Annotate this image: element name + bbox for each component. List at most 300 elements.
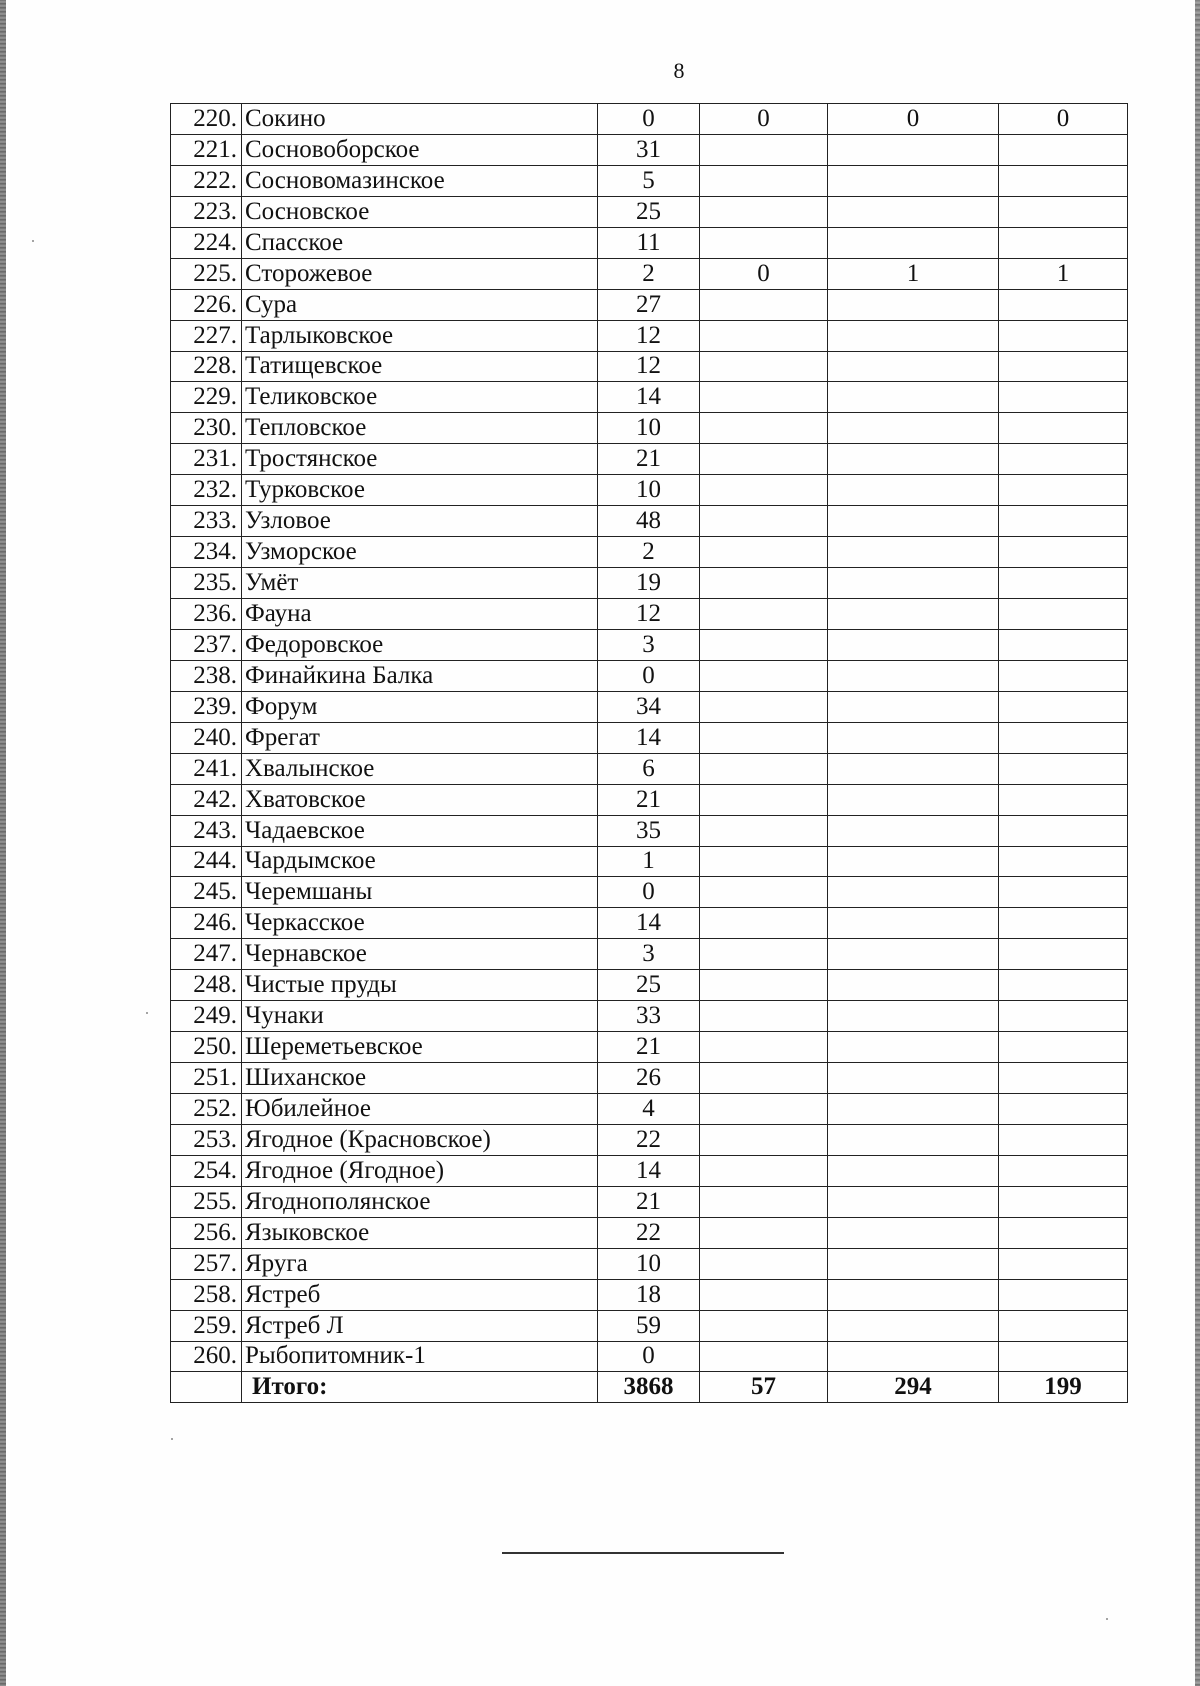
table-row	[171, 691, 1128, 722]
value-col-3	[828, 846, 999, 877]
value-col-3	[828, 165, 999, 196]
value-col-1: 21	[598, 784, 700, 815]
value-col-3	[828, 568, 999, 599]
value-col-4	[999, 568, 1128, 599]
value-col-1: 22	[598, 1217, 700, 1248]
row-number: 239.	[171, 691, 242, 722]
value-col-2	[700, 475, 828, 506]
row-number: 252.	[171, 1094, 242, 1125]
row-number: 259.	[171, 1310, 242, 1341]
settlement-name: Федоровское	[242, 629, 598, 660]
value-col-1: 11	[598, 227, 700, 258]
table-row	[171, 320, 1128, 351]
settlement-name: Тростянское	[242, 444, 598, 475]
value-col-3	[828, 196, 999, 227]
value-col-1: 14	[598, 908, 700, 939]
value-col-4	[999, 629, 1128, 660]
value-col-2	[700, 784, 828, 815]
table-row	[171, 1155, 1128, 1186]
table-row	[171, 970, 1128, 1001]
settlement-name: Языковское	[242, 1217, 598, 1248]
value-col-1: 0	[598, 1341, 700, 1372]
table-row	[171, 258, 1128, 289]
settlement-name: Яруга	[242, 1248, 598, 1279]
table-row	[171, 506, 1128, 537]
row-number: 242.	[171, 784, 242, 815]
value-col-2	[700, 908, 828, 939]
value-col-4	[999, 1155, 1128, 1186]
value-col-3	[828, 1063, 999, 1094]
row-number: 237.	[171, 629, 242, 660]
value-col-4	[999, 815, 1128, 846]
table-row	[171, 537, 1128, 568]
value-col-4	[999, 196, 1128, 227]
value-col-1: 14	[598, 722, 700, 753]
value-col-4	[999, 970, 1128, 1001]
row-number: 246.	[171, 908, 242, 939]
value-col-4	[999, 784, 1128, 815]
row-number: 231.	[171, 444, 242, 475]
row-number: 256.	[171, 1217, 242, 1248]
value-col-1: 59	[598, 1310, 700, 1341]
row-number: 222.	[171, 165, 242, 196]
value-col-3	[828, 1186, 999, 1217]
value-col-2	[700, 382, 828, 413]
row-number: 254.	[171, 1155, 242, 1186]
value-col-1: 6	[598, 753, 700, 784]
row-number: 250.	[171, 1032, 242, 1063]
value-col-3	[828, 1279, 999, 1310]
value-col-1: 14	[598, 382, 700, 413]
settlement-name: Ястреб	[242, 1279, 598, 1310]
value-col-2	[700, 568, 828, 599]
value-col-4	[999, 1279, 1128, 1310]
value-col-4	[999, 506, 1128, 537]
row-number: 236.	[171, 599, 242, 630]
value-col-1: 0	[598, 104, 700, 135]
value-col-4	[999, 537, 1128, 568]
value-col-4: 0	[999, 104, 1128, 135]
row-number: 220.	[171, 104, 242, 135]
value-col-1: 21	[598, 1186, 700, 1217]
table-row	[171, 134, 1128, 165]
value-col-4	[999, 1186, 1128, 1217]
total-value-col-2: 57	[700, 1372, 828, 1403]
settlement-name: Ягодное (Красновское)	[242, 1124, 598, 1155]
value-col-3	[828, 1094, 999, 1125]
row-number: 235.	[171, 568, 242, 599]
settlement-name: Рыбопитомник-1	[242, 1341, 598, 1372]
value-col-2	[700, 691, 828, 722]
value-col-4	[999, 227, 1128, 258]
row-number: 251.	[171, 1063, 242, 1094]
value-col-2	[700, 134, 828, 165]
table-row	[171, 753, 1128, 784]
value-col-3	[828, 444, 999, 475]
registry-table-body	[171, 104, 1128, 1403]
value-col-1: 0	[598, 877, 700, 908]
scan-edge-left	[0, 0, 6, 1686]
value-col-4	[999, 413, 1128, 444]
row-number: 253.	[171, 1124, 242, 1155]
value-col-4	[999, 846, 1128, 877]
table-row	[171, 1341, 1128, 1372]
settlement-name: Ягоднополянское	[242, 1186, 598, 1217]
value-col-4	[999, 1248, 1128, 1279]
value-col-3	[828, 1032, 999, 1063]
table-row	[171, 1001, 1128, 1032]
total-row	[171, 1372, 1128, 1403]
value-col-3	[828, 970, 999, 1001]
value-col-1: 21	[598, 1032, 700, 1063]
value-col-4	[999, 1001, 1128, 1032]
value-col-4	[999, 475, 1128, 506]
settlement-name: Юбилейное	[242, 1094, 598, 1125]
row-number: 260.	[171, 1341, 242, 1372]
table-row	[171, 1032, 1128, 1063]
value-col-3	[828, 629, 999, 660]
row-number: 249.	[171, 1001, 242, 1032]
value-col-2	[700, 1341, 828, 1372]
value-col-2	[700, 846, 828, 877]
value-col-4	[999, 444, 1128, 475]
value-col-2	[700, 1124, 828, 1155]
table-row	[171, 104, 1128, 135]
value-col-2	[700, 629, 828, 660]
value-col-1: 3	[598, 629, 700, 660]
value-col-1: 5	[598, 165, 700, 196]
value-col-2	[700, 970, 828, 1001]
row-number: 244.	[171, 846, 242, 877]
value-col-3	[828, 320, 999, 351]
page-number: 8	[673, 58, 685, 83]
table-row	[171, 227, 1128, 258]
value-col-3	[828, 691, 999, 722]
value-col-2	[700, 444, 828, 475]
value-col-1: 12	[598, 320, 700, 351]
settlement-name: Чистые пруды	[242, 970, 598, 1001]
table-row	[171, 629, 1128, 660]
settlement-name: Турковское	[242, 475, 598, 506]
value-col-2	[700, 196, 828, 227]
value-col-3	[828, 1341, 999, 1372]
value-col-2	[700, 1310, 828, 1341]
settlement-name: Ягодное (Ягодное)	[242, 1155, 598, 1186]
table-row	[171, 382, 1128, 413]
table-row	[171, 846, 1128, 877]
scan-speck	[146, 1012, 148, 1014]
value-col-1: 48	[598, 506, 700, 537]
value-col-4	[999, 908, 1128, 939]
value-col-2: 0	[700, 258, 828, 289]
value-col-4	[999, 660, 1128, 691]
value-col-1: 21	[598, 444, 700, 475]
row-number: 232.	[171, 475, 242, 506]
value-col-4	[999, 599, 1128, 630]
settlement-name: Узловое	[242, 506, 598, 537]
settlement-name: Финайкина Балка	[242, 660, 598, 691]
value-col-4	[999, 1094, 1128, 1125]
value-col-1: 3	[598, 939, 700, 970]
registry-table	[170, 103, 1128, 1403]
value-col-3	[828, 351, 999, 382]
value-col-4	[999, 1124, 1128, 1155]
value-col-1: 35	[598, 815, 700, 846]
value-col-3: 0	[828, 104, 999, 135]
value-col-3	[828, 1001, 999, 1032]
value-col-4	[999, 382, 1128, 413]
settlement-name: Чунаки	[242, 1001, 598, 1032]
row-number: 255.	[171, 1186, 242, 1217]
total-label: Итого:	[242, 1372, 598, 1403]
settlement-name: Тепловское	[242, 413, 598, 444]
table-row	[171, 908, 1128, 939]
value-col-1: 10	[598, 413, 700, 444]
table-row	[171, 568, 1128, 599]
value-col-3	[828, 289, 999, 320]
table-row	[171, 413, 1128, 444]
row-number: 257.	[171, 1248, 242, 1279]
value-col-2	[700, 537, 828, 568]
settlement-name: Теликовское	[242, 382, 598, 413]
table-row	[171, 660, 1128, 691]
settlement-name: Шиханское	[242, 1063, 598, 1094]
value-col-2	[700, 1186, 828, 1217]
table-row	[171, 1310, 1128, 1341]
value-col-4	[999, 1341, 1128, 1372]
value-col-3	[828, 1124, 999, 1155]
value-col-2	[700, 660, 828, 691]
value-col-3	[828, 722, 999, 753]
settlement-name: Черкасское	[242, 908, 598, 939]
settlement-name: Фауна	[242, 599, 598, 630]
value-col-1: 1	[598, 846, 700, 877]
row-number: 225.	[171, 258, 242, 289]
value-col-1: 27	[598, 289, 700, 320]
value-col-4	[999, 1217, 1128, 1248]
settlement-name: Сура	[242, 289, 598, 320]
row-number: 227.	[171, 320, 242, 351]
value-col-2	[700, 413, 828, 444]
value-col-1: 19	[598, 568, 700, 599]
scan-speck	[1106, 1618, 1108, 1620]
value-col-1: 18	[598, 1279, 700, 1310]
table-row	[171, 1217, 1128, 1248]
table-row	[171, 444, 1128, 475]
value-col-3	[828, 753, 999, 784]
value-col-2	[700, 351, 828, 382]
row-number: 258.	[171, 1279, 242, 1310]
value-col-2	[700, 1063, 828, 1094]
table-row	[171, 599, 1128, 630]
value-col-2	[700, 722, 828, 753]
settlement-name: Узморское	[242, 537, 598, 568]
settlement-name: Хвалынское	[242, 753, 598, 784]
value-col-1: 14	[598, 1155, 700, 1186]
settlement-name: Форум	[242, 691, 598, 722]
value-col-4	[999, 165, 1128, 196]
value-col-1: 25	[598, 970, 700, 1001]
settlement-name: Сосновомазинское	[242, 165, 598, 196]
table-row	[171, 475, 1128, 506]
row-number: 230.	[171, 413, 242, 444]
value-col-3	[828, 227, 999, 258]
settlement-name: Умёт	[242, 568, 598, 599]
value-col-2	[700, 753, 828, 784]
value-col-3	[828, 660, 999, 691]
settlement-name: Шереметьевское	[242, 1032, 598, 1063]
table-row	[171, 1279, 1128, 1310]
table-row	[171, 1124, 1128, 1155]
value-col-3	[828, 382, 999, 413]
row-number: 234.	[171, 537, 242, 568]
row-number: 221.	[171, 134, 242, 165]
value-col-4	[999, 691, 1128, 722]
table-row	[171, 1063, 1128, 1094]
value-col-2	[700, 877, 828, 908]
row-number: 223.	[171, 196, 242, 227]
value-col-1: 33	[598, 1001, 700, 1032]
value-col-3	[828, 413, 999, 444]
value-col-3	[828, 1310, 999, 1341]
value-col-2	[700, 1279, 828, 1310]
row-number: 228.	[171, 351, 242, 382]
scan-edge-right	[1195, 0, 1200, 1686]
value-col-2	[700, 506, 828, 537]
settlement-name: Татищевское	[242, 351, 598, 382]
row-number: 224.	[171, 227, 242, 258]
table-row	[171, 165, 1128, 196]
settlement-name: Чернавское	[242, 939, 598, 970]
value-col-2: 0	[700, 104, 828, 135]
table-row	[171, 351, 1128, 382]
total-value-col-1: 3868	[598, 1372, 700, 1403]
row-number: 248.	[171, 970, 242, 1001]
settlement-name: Спасское	[242, 227, 598, 258]
table-row	[171, 939, 1128, 970]
value-col-3	[828, 1217, 999, 1248]
value-col-3	[828, 475, 999, 506]
row-number: 245.	[171, 877, 242, 908]
table-row	[171, 815, 1128, 846]
value-col-4	[999, 1310, 1128, 1341]
settlement-name: Сосновское	[242, 196, 598, 227]
settlement-name: Ястреб Л	[242, 1310, 598, 1341]
value-col-1: 2	[598, 258, 700, 289]
value-col-4	[999, 1032, 1128, 1063]
settlement-name: Сторожевое	[242, 258, 598, 289]
table-row	[171, 1186, 1128, 1217]
value-col-1: 0	[598, 660, 700, 691]
value-col-4: 1	[999, 258, 1128, 289]
value-col-4	[999, 134, 1128, 165]
value-col-1: 25	[598, 196, 700, 227]
table-row	[171, 1094, 1128, 1125]
value-col-3	[828, 908, 999, 939]
value-col-2	[700, 1032, 828, 1063]
end-of-document-line	[502, 1552, 784, 1554]
value-col-3	[828, 815, 999, 846]
value-col-4	[999, 1063, 1128, 1094]
table-row	[171, 1248, 1128, 1279]
value-col-1: 31	[598, 134, 700, 165]
value-col-3	[828, 506, 999, 537]
table-row	[171, 784, 1128, 815]
settlement-name: Чадаевское	[242, 815, 598, 846]
row-number: 229.	[171, 382, 242, 413]
row-number: 241.	[171, 753, 242, 784]
value-col-4	[999, 722, 1128, 753]
row-number: 240.	[171, 722, 242, 753]
settlement-name: Фрегат	[242, 722, 598, 753]
settlement-name: Тарлыковское	[242, 320, 598, 351]
row-number: 238.	[171, 660, 242, 691]
value-col-3	[828, 537, 999, 568]
value-col-3	[828, 939, 999, 970]
total-value-col-3: 294	[828, 1372, 999, 1403]
settlement-name: Сосновоборское	[242, 134, 598, 165]
settlement-name: Черемшаны	[242, 877, 598, 908]
value-col-3	[828, 877, 999, 908]
scan-speck	[32, 240, 34, 242]
value-col-2	[700, 1094, 828, 1125]
value-col-4	[999, 320, 1128, 351]
value-col-1: 34	[598, 691, 700, 722]
value-col-4	[999, 351, 1128, 382]
value-col-2	[700, 320, 828, 351]
table-row	[171, 877, 1128, 908]
value-col-1: 10	[598, 475, 700, 506]
value-col-4	[999, 877, 1128, 908]
value-col-3: 1	[828, 258, 999, 289]
row-number: 243.	[171, 815, 242, 846]
value-col-2	[700, 165, 828, 196]
value-col-1: 12	[598, 599, 700, 630]
value-col-2	[700, 815, 828, 846]
settlement-name: Чардымское	[242, 846, 598, 877]
value-col-1: 26	[598, 1063, 700, 1094]
table-row	[171, 289, 1128, 320]
value-col-1: 10	[598, 1248, 700, 1279]
total-row-number	[171, 1372, 242, 1403]
value-col-2	[700, 1217, 828, 1248]
value-col-3	[828, 1248, 999, 1279]
settlement-name: Сокино	[242, 104, 598, 135]
table-row	[171, 196, 1128, 227]
value-col-4	[999, 289, 1128, 320]
value-col-4	[999, 753, 1128, 784]
value-col-2	[700, 1155, 828, 1186]
value-col-1: 4	[598, 1094, 700, 1125]
value-col-1: 12	[598, 351, 700, 382]
value-col-2	[700, 289, 828, 320]
row-number: 233.	[171, 506, 242, 537]
value-col-2	[700, 1001, 828, 1032]
table-row	[171, 722, 1128, 753]
value-col-1: 2	[598, 537, 700, 568]
settlement-name: Хватовское	[242, 784, 598, 815]
value-col-2	[700, 939, 828, 970]
value-col-3	[828, 134, 999, 165]
value-col-3	[828, 784, 999, 815]
row-number: 226.	[171, 289, 242, 320]
total-value-col-4: 199	[999, 1372, 1128, 1403]
value-col-3	[828, 1155, 999, 1186]
row-number: 247.	[171, 939, 242, 970]
value-col-3	[828, 599, 999, 630]
value-col-2	[700, 599, 828, 630]
value-col-2	[700, 227, 828, 258]
